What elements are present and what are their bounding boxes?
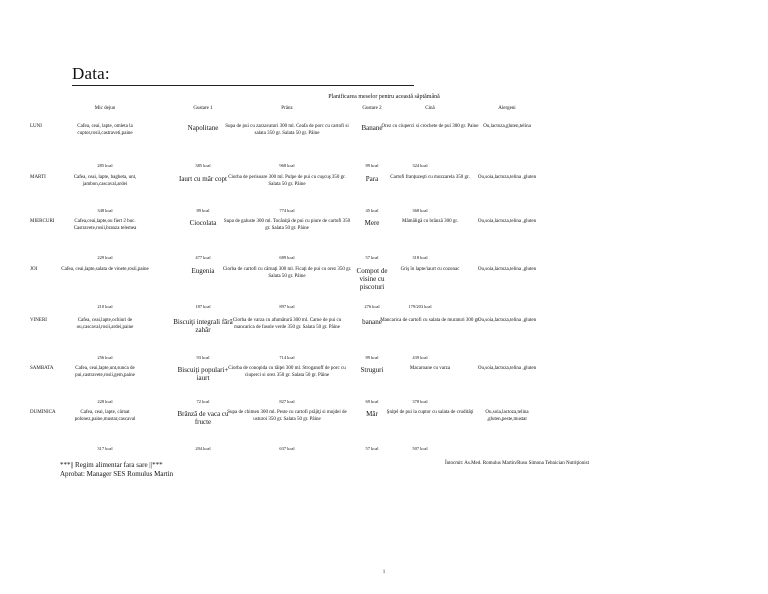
meal-cell: Ciocolata	[189, 219, 217, 227]
day-label: LUNI	[30, 124, 42, 129]
kcal-value: 689 kcal	[279, 255, 295, 260]
kcal-value: 228 kcal	[97, 399, 113, 404]
kcal-value: 57 kcal	[365, 446, 379, 451]
day-label: SAMBATA	[30, 366, 54, 371]
meal-cell: Cafea,ceai,lapte,ou fiert 2 buc. Castravete,rosii,branza telemea	[73, 219, 137, 231]
meal-cell: Şniţel de pui la cuptor cu salata de crudităţi	[386, 410, 474, 415]
meal-cell: Ou,lactoza,gluten,telina	[483, 124, 531, 129]
page-title: Data:	[72, 64, 110, 83]
column-header: Gustare 1	[193, 106, 213, 111]
day-label: MARTI	[30, 175, 46, 180]
kcal-value: 179/203 kcal	[408, 304, 432, 309]
prepared-by: Întocmit: As.Med. Romulus Martin/Rusu Simona Tehnician Nutriţionist	[445, 461, 589, 466]
kcal-value: 204 kcal	[195, 446, 211, 451]
kcal-value: 256 kcal	[97, 355, 113, 360]
meal-cell: Cafea, ceai, lapte, cârnat polonez,paine,mustar,cascaval	[74, 410, 136, 422]
day-label: DUMINICA	[30, 410, 56, 415]
column-header: Prânz	[281, 106, 293, 111]
meal-cell: Banane	[361, 124, 383, 132]
meal-cell: Para	[365, 175, 379, 183]
kcal-value: 827 kcal	[279, 399, 295, 404]
meal-cell: Compot de visine cu piscoturi	[356, 267, 388, 291]
footer-notes	[60, 461, 173, 479]
column-header: Mic dejun	[94, 106, 116, 111]
meal-cell: Cafea, ceai, lapte, omleta la cuptor,rosii,castraveti,paine	[77, 124, 133, 136]
meal-cell: Supa de pui cu zarzavaturi 300 ml. Ceafa de porc cu cartofi si salata 350 gr. Salata 50 gr. Pâine	[225, 124, 349, 136]
meal-cell: Ciorba de cartofi cu cârnaţi 300 ml. Ficaţi de pui cu orez 350 gr. Salata 50 gr. Pâine	[222, 267, 352, 279]
title-underline	[72, 85, 414, 86]
page-number: 1	[382, 570, 386, 575]
meal-cell: Eugenia	[191, 267, 215, 275]
kcal-value: 57 kcal	[365, 255, 379, 260]
meal-cell: Măr	[366, 410, 378, 418]
kcal-value: 378 kcal	[412, 399, 428, 404]
kcal-value: 348 kcal	[97, 208, 113, 213]
kcal-value: 385 kcal	[195, 163, 211, 168]
plan-subtitle: Planificarea meselor pentru această săptămână	[328, 94, 440, 100]
meal-cell: Ciorba de varza cu afumătură 300 ml. Carne de pui cu mancarica de fasole verde 350 gr. Salata 50 gr. Pâine	[232, 318, 342, 330]
kcal-value: 318 kcal	[412, 255, 428, 260]
meal-cell: Napolitane	[187, 124, 219, 132]
meal-cell: Supa de chimen 300 ml. Peste cu cartofi prăjiţi si mujdei de usturoi 350 gr. Salata 50 gr. Pâine	[227, 410, 347, 422]
kcal-value: 439 kcal	[412, 355, 428, 360]
meal-cell: Struguri	[360, 366, 384, 374]
day-label: MIERCURI	[30, 219, 55, 224]
meal-cell: Ou,soia,lactoza,telina ,gluten	[477, 318, 537, 323]
meal-cell: Biscuiţi populari+ iaurt	[177, 366, 229, 382]
meal-cell: Ou,soia,lactoza,telina ,gluten	[477, 219, 537, 224]
meal-cell: Ou,soia,lactoza,telina ,gluten	[477, 366, 537, 371]
kcal-value: 187 kcal	[195, 304, 211, 309]
meal-cell: Cafea, ceai,lapte,ochiuri de ou,cascaval,rosii,ardei,paine	[76, 318, 134, 330]
meal-cell: Iaurt cu măr copt	[178, 175, 227, 183]
day-label: JOI	[30, 267, 38, 272]
kcal-value: 507 kcal	[412, 446, 428, 451]
kcal-value: 968 kcal	[279, 163, 295, 168]
meal-cell: Biscuiţi integrali fără zahăr	[173, 318, 233, 334]
kcal-value: 897 kcal	[279, 304, 295, 309]
kcal-value: 276 kcal	[364, 304, 380, 309]
kcal-value: 72 kcal	[196, 399, 210, 404]
meal-cell: Mancarica de cartofi cu salata de muraturi 300 gr.	[380, 318, 480, 323]
meal-cell: Macaroane cu varza	[409, 366, 451, 371]
meal-cell: banane	[362, 318, 382, 326]
kcal-value: 229 kcal	[97, 255, 113, 260]
meal-cell: Ciorba de perisoare 300 ml. Pulpe de pui cu cuşcuş 350 gr. Salata 50 gr. Pâine	[228, 175, 346, 187]
kcal-value: 89 kcal	[365, 355, 379, 360]
meal-cell: Cafea, ceai, lapte, bagheta, unt, jambon,cascaval,ardei	[73, 175, 137, 187]
day-label: VINERI	[30, 318, 47, 323]
meal-cell: Supa de galuste 300 ml. Tocăniţă de pui cu piure de cartofi 350 gr. Salata 50 gr. Pâine	[223, 219, 351, 231]
meal-cell: Ou,soia,lactoza,telina ,gluten	[477, 267, 537, 272]
meal-cell: Mămăligă cu brânză 300 gr.	[402, 219, 458, 224]
meal-cell: Ciorba de conopida cu tăiţei 300 ml. Stroganoff de porc cu ciuperci si orez 350 gr. Salata 50 gr. Pâine	[228, 366, 346, 378]
kcal-value: 317 kcal	[97, 446, 113, 451]
meal-cell: Griş în lapte/iaurt cu cozonac	[400, 267, 460, 272]
meal-cell: Cartofi franţuzeşti cu mozzarela 350 gr.	[390, 175, 470, 180]
kcal-value: 477 kcal	[195, 255, 211, 260]
kcal-value: 368 kcal	[412, 208, 428, 213]
approved-by: Aprobat: Manager SES Romulus Martin	[60, 470, 174, 478]
meal-cell: Ou,soia,lactoza,telina ,gluten,peste,mustar	[485, 410, 529, 422]
meal-cell: Mere	[364, 219, 380, 227]
kcal-value: 774 kcal	[279, 208, 295, 213]
meal-cell: Cafea, ceai,lapte,salata de vinete,rosii,paine	[61, 267, 149, 272]
kcal-value: 45 kcal	[365, 208, 379, 213]
column-header: Alergeni	[498, 106, 516, 111]
meal-cell: Cafea, ceai,lapte,unt,sunca de pui,castravete,rosii,gem,paine	[75, 366, 135, 378]
kcal-value: 285 kcal	[97, 163, 113, 168]
meal-cell: Orez cu ciuperci si crochete de pui 300 gr. Paine	[381, 124, 479, 129]
kcal-value: 69 kcal	[365, 399, 379, 404]
salt-free-note: ***|| Regim alimentar fara sare ||***	[60, 461, 163, 469]
kcal-value: 210 kcal	[97, 304, 113, 309]
kcal-value: 89 kcal	[196, 208, 210, 213]
kcal-value: 324 kcal	[412, 163, 428, 168]
kcal-value: 637 kcal	[279, 446, 295, 451]
kcal-value: 93 kcal	[196, 355, 210, 360]
meal-cell: Brânză de vaca cu fructe	[177, 410, 229, 426]
column-header: Cină	[425, 106, 435, 111]
meal-cell: Ou,soia,lactoza,telina ,gluten	[477, 175, 537, 180]
kcal-value: 89 kcal	[365, 163, 379, 168]
column-header: Gustare 2	[362, 106, 382, 111]
kcal-value: 714 kcal	[279, 355, 295, 360]
